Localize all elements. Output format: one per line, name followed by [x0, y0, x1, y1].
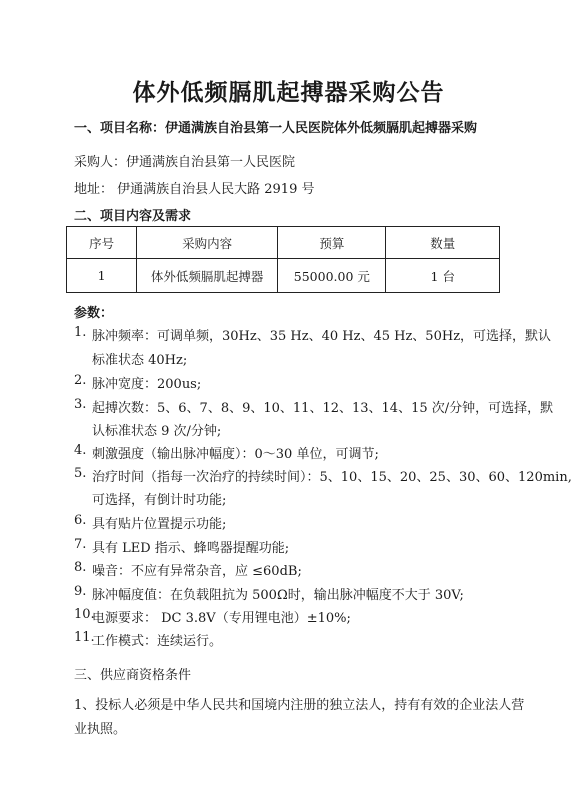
param-line: 可选择，有倒计时功能; [92, 493, 227, 508]
address-line: 地址： 伊通满族自治县人民大路 2919 号 [74, 182, 315, 197]
param-number: 6. [74, 513, 87, 528]
param-line: 脉冲频率：可调单频，30Hz、35 Hz、40 Hz、45 Hz、50Hz，可选择，默认 [92, 329, 552, 344]
param-line: 噪音：不应有异常杂音，应 ≤60dB; [92, 564, 302, 579]
params-heading: 参数： [74, 306, 114, 321]
table-header-row [67, 227, 500, 259]
section2-heading: 二、项目内容及需求 [74, 209, 192, 224]
param-line: 起搏次数：5、6、7、8、9、10、11、12、13、14、15 次/分钟，可选择，默 [92, 401, 554, 416]
section3-paragraph-line: 业执照。 [74, 722, 127, 737]
param-line: 标准状态 40Hz; [92, 353, 188, 368]
buyer-line: 采购人：伊通满族自治县第一人民医院 [74, 155, 296, 170]
col-header-content: 采购内容 [137, 227, 278, 259]
param-number: 1. [74, 325, 87, 340]
param-number: 11. [74, 630, 95, 645]
param-line: 脉冲幅度值：在负载阻抗为 500Ω时，输出脉冲幅度不大于 30V; [92, 588, 464, 603]
param-line: 电源要求： DC 3.8V（专用锂电池）±10%; [92, 611, 351, 626]
param-number: 4. [74, 443, 87, 458]
col-header-quantity: 数量 [386, 227, 500, 259]
param-number: 9. [74, 584, 87, 599]
param-line: 脉冲宽度：200us; [92, 377, 202, 392]
cell-budget: 55000.00 元 [278, 259, 386, 293]
param-line: 治疗时间（指每一次治疗的持续时间）：5、10、15、20、25、30、60、120min, [92, 470, 572, 485]
param-line: 认标准状态 9 次/分钟; [92, 424, 222, 439]
col-header-index: 序号 [67, 227, 137, 259]
param-number: 2. [74, 373, 87, 388]
param-number: 5. [74, 466, 87, 481]
param-number: 3. [74, 397, 87, 412]
param-line: 具有 LED 指示、蜂鸣器提醒功能; [92, 541, 290, 556]
document-title: 体外低频膈肌起搏器采购公告 [132, 80, 445, 106]
table-row [67, 259, 500, 293]
cell-index: 1 [67, 259, 137, 293]
requirements-table [66, 226, 500, 293]
param-number: 7. [74, 537, 87, 552]
section1-heading: 一、项目名称：伊通满族自治县第一人民医院体外低频膈肌起搏器采购 [74, 121, 478, 136]
section3-heading: 三、供应商资格条件 [74, 668, 192, 683]
cell-quantity: 1 台 [386, 259, 500, 293]
param-line: 工作模式：连续运行。 [92, 634, 223, 649]
col-header-budget: 预算 [278, 227, 386, 259]
param-line: 具有贴片位置提示功能; [92, 517, 227, 532]
param-line: 刺激强度（输出脉冲幅度）：0～30 单位，可调节; [92, 447, 379, 462]
param-number: 10. [74, 607, 95, 622]
param-number: 8. [74, 560, 87, 575]
cell-content: 体外低频膈肌起搏器 [137, 259, 278, 293]
section3-paragraph-line: 1、投标人必须是中华人民共和国境内注册的独立法人，持有有效的企业法人营 [74, 698, 525, 713]
